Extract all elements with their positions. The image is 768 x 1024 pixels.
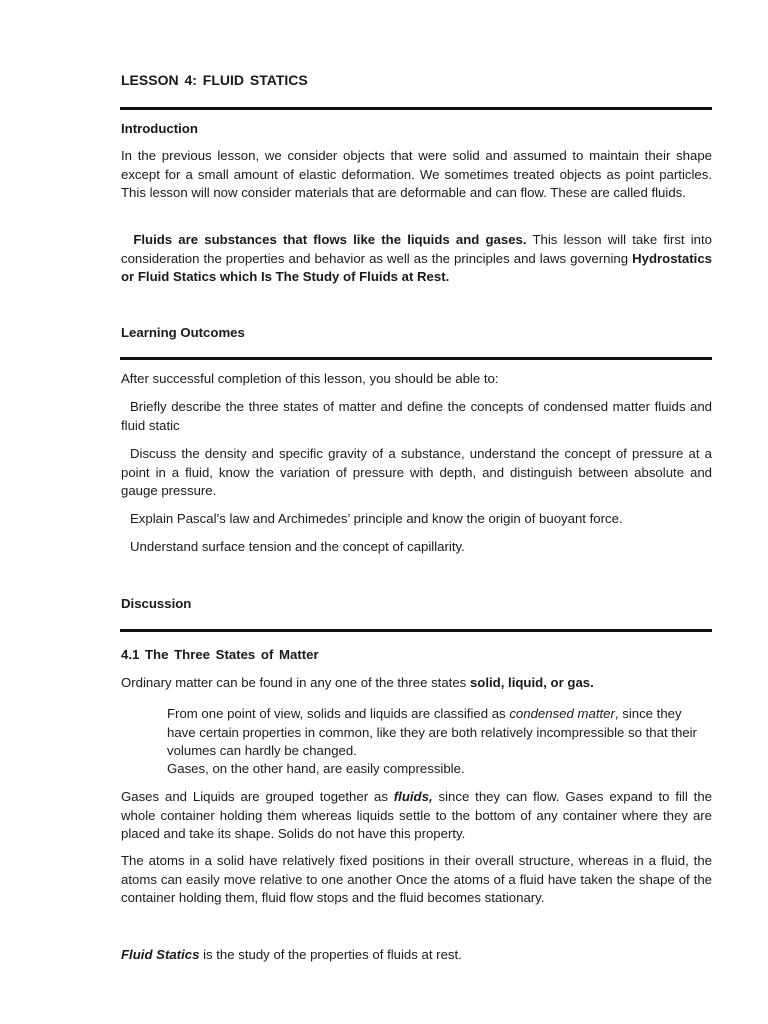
states-bold: solid, liquid, or gas. — [469, 675, 594, 690]
discussion-heading: Discussion — [121, 596, 192, 611]
learning-outcomes-heading: Learning Outcomes — [121, 325, 245, 340]
gases-compressible: Gases, on the other hand, are easily compressible. — [167, 761, 465, 776]
condensed-text-a: From one point of view, solids and liquids are classified as — [167, 706, 510, 721]
outcome-item: Understand surface tension and the concept of capillarity. — [130, 539, 465, 554]
states-paragraph — [121, 674, 712, 693]
introduction-heading: Introduction — [121, 121, 198, 136]
outcome-item: Explain Pascal’s law and Archimedes’ principle and know the origin of buoyant force. — [130, 511, 623, 526]
divider — [120, 629, 712, 632]
fluids-text-b: since they can flow. Gases expand to fill the whole container holding them whereas liquids settle to the bottom of any container where they are placed and take its shape. Solids do not have this property. — [121, 789, 712, 841]
outcome-item: Briefly describe the three states of matter and define the concepts of condensed matter fluids and fluid static — [121, 399, 712, 433]
fluids-paragraph — [121, 788, 712, 844]
fluids-definition-paragraph — [121, 231, 712, 287]
fluids-definition-text: This lesson will take first into consideration the properties and behavior as well as the principles and laws governing — [121, 232, 712, 266]
condensed-matter-italic: condensed matter — [509, 706, 615, 721]
hydrostatics-bold: Hydrostatics or Fluid Statics which Is The Study of Fluids at Rest. — [121, 250, 712, 284]
condensed-matter-paragraph — [167, 705, 712, 761]
fluids-term: fluids, — [393, 789, 433, 804]
outcome-item: Discuss the density and specific gravity of a substance, understand the concept of pressure at a point in a fluid, know the variation of pressure with depth, and distinguish between absolute and gauge pressure. — [121, 446, 712, 498]
section-title: 4.1 The Three States of Matter — [121, 647, 319, 662]
condensed-text-b: , since they have certain properties in common, like they are both relatively incompressible so that their volumes can hardly be changed. — [167, 706, 697, 758]
fluids-definition-bold: Fluids are substances that flows like the liquids and gases. — [133, 232, 527, 247]
states-text: Ordinary matter can be found in any one of the three states — [121, 675, 470, 690]
lesson-title: LESSON 4: FLUID STATICS — [121, 72, 308, 88]
fluid-statics-definition — [121, 946, 712, 965]
fluids-text-a: Gases and Liquids are grouped together as — [121, 789, 394, 804]
divider — [120, 107, 712, 110]
fluid-statics-term: Fluid Statics — [121, 947, 200, 962]
outcomes-lead: After successful completion of this lesson, you should be able to: — [121, 371, 499, 386]
atoms-paragraph: The atoms in a solid have relatively fixed positions in their overall structure, whereas in a fluid, the atoms can easily move relative to one another Once the atoms of a fluid have taken the shape of the container holding them, fluid flow stops and the fluid becomes stationary. — [121, 853, 712, 905]
fluid-statics-text: is the study of the properties of fluids at rest. — [199, 947, 462, 962]
divider — [120, 357, 712, 360]
introduction-paragraph: In the previous lesson, we consider objects that were solid and assumed to maintain their shape except for a small amount of elastic deformation. We sometimes treated objects as point particles. This lesson will now consider materials that are deformable and can flow. These are called fluids. — [121, 148, 712, 200]
